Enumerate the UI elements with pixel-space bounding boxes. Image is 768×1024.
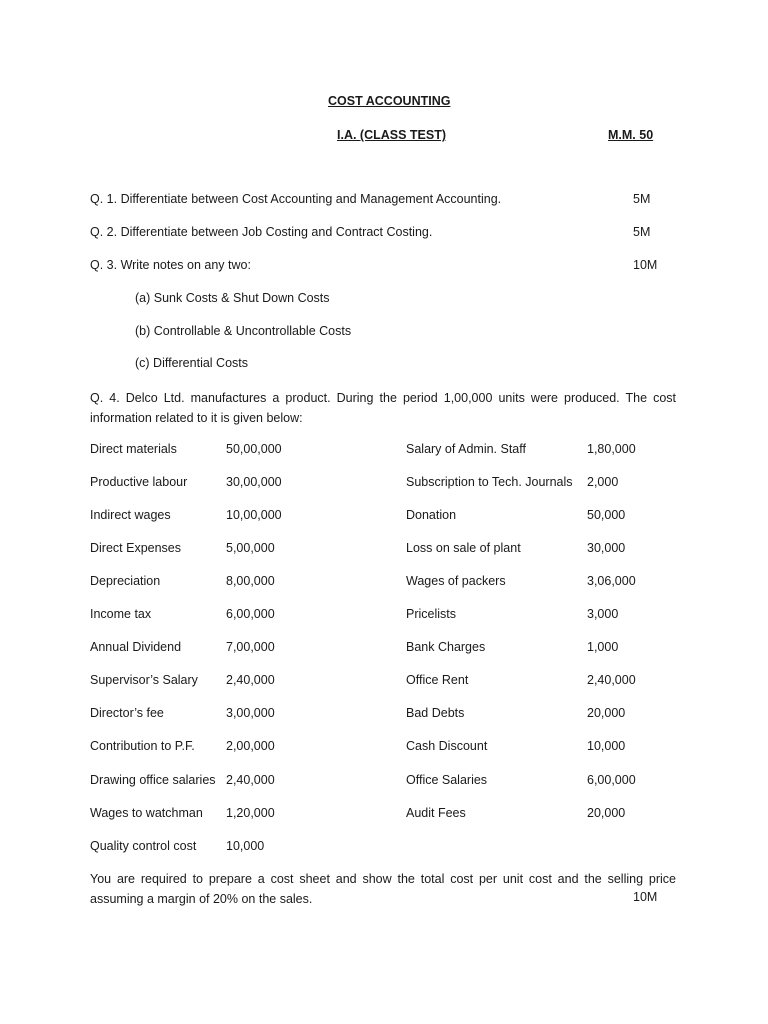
cost-item-amount: 50,000 [587,508,626,522]
question-1-marks: 5M [633,192,651,206]
cost-item-label: Indirect wages [90,508,171,522]
q3-option-c: (c) Differential Costs [135,356,248,370]
question-3-marks: 10M [633,258,658,272]
cost-item-label: Direct materials [90,442,177,456]
cost-item-amount: 3,06,000 [587,574,636,588]
cost-item-label: Donation [406,508,457,522]
q3-option-b: (b) Controllable & Uncontrollable Costs [135,324,352,338]
cost-item-amount: 10,00,000 [226,508,282,522]
cost-item-label: Income tax [90,607,152,621]
cost-item-label: Director’s fee [90,706,164,720]
cost-item-label: Depreciation [90,574,161,588]
cost-item-amount: 30,00,000 [226,475,282,489]
cost-item-label: Cash Discount [406,739,488,753]
cost-item-label: Pricelists [406,607,457,621]
cost-item-amount: 1,20,000 [226,806,275,820]
cost-item-amount: 1,80,000 [587,442,636,456]
cost-item-label: Contribution to P.F. [90,739,195,753]
cost-item-amount: 10,000 [226,839,265,853]
cost-item-label: Subscription to Tech. Journals [406,475,573,489]
cost-item-amount: 30,000 [587,541,626,555]
cost-item-label: Bad Debts [406,706,465,720]
question-4-intro: Q. 4. Delco Ltd. manufactures a product. During the period 1,00,000 units were produced. The cost information related to it is given below: [90,391,676,425]
cost-item-label: Wages to watchman [90,806,203,820]
cost-item-label: Wages of packers [406,574,506,588]
cost-item-label: Audit Fees [406,806,466,820]
question-1-text: Q. 1. Differentiate between Cost Accounting and Management Accounting. [90,192,502,206]
cost-item-label: Direct Expenses [90,541,182,555]
cost-item-amount: 20,000 [587,706,626,720]
cost-item-label: Annual Dividend [90,640,182,654]
cost-item-label: Drawing office salaries [90,773,216,787]
cost-item-amount: 1,000 [587,640,619,654]
cost-item-label: Quality control cost [90,839,197,853]
cost-item-amount: 2,40,000 [226,673,275,687]
test-label: I.A. (CLASS TEST) [337,128,447,142]
cost-item-amount: 7,00,000 [226,640,275,654]
cost-item-amount: 50,00,000 [226,442,282,456]
cost-item-label: Bank Charges [406,640,486,654]
cost-item-amount: 5,00,000 [226,541,275,555]
cost-item-label: Office Salaries [406,773,488,787]
cost-item-amount: 6,00,000 [226,607,275,621]
cost-item-label: Loss on sale of plant [406,541,521,555]
cost-item-amount: 6,00,000 [587,773,636,787]
cost-item-amount: 2,00,000 [226,739,275,753]
max-marks: M.M. 50 [608,128,654,142]
cost-item-amount: 8,00,000 [226,574,275,588]
cost-item-amount: 2,000 [587,475,619,489]
document-title: COST ACCOUNTING [328,94,451,108]
question-2-marks: 5M [633,225,651,239]
cost-item-label: Salary of Admin. Staff [406,442,526,456]
question-4-conclusion: You are required to prepare a cost sheet and show the total cost per unit cost and the selling price assuming a margin of 20% on the sales. [90,872,676,906]
cost-item-amount: 3,00,000 [226,706,275,720]
cost-item-label: Supervisor’s Salary [90,673,198,687]
question-4-marks: 10M [633,890,658,904]
question-3-text: Q. 3. Write notes on any two: [90,258,251,272]
q3-option-a: (a) Sunk Costs & Shut Down Costs [135,291,330,305]
question-2-text: Q. 2. Differentiate between Job Costing and Contract Costing. [90,225,433,239]
cost-item-amount: 2,40,000 [587,673,636,687]
cost-item-amount: 10,000 [587,739,626,753]
cost-item-amount: 20,000 [587,806,626,820]
cost-item-amount: 3,000 [587,607,619,621]
cost-item-amount: 2,40,000 [226,773,275,787]
cost-item-label: Productive labour [90,475,188,489]
cost-item-label: Office Rent [406,673,469,687]
